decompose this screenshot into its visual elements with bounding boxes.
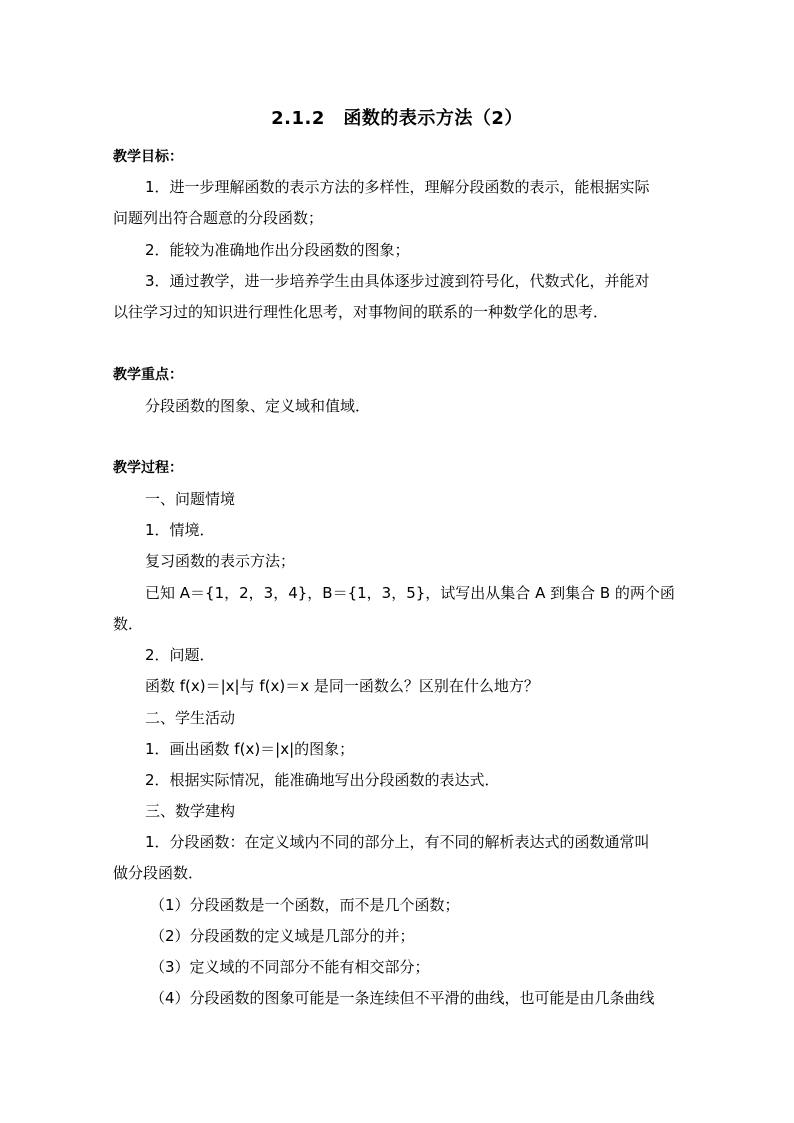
goal-item-3-line-2: 以往学习过的知识进行理性化思考，对事物间的联系的一种数学化的思考． xyxy=(113,303,609,321)
section-1-heading: 一、问题情境 xyxy=(145,490,236,508)
goal-item-2: 2．能较为准确地作出分段函数的图象； xyxy=(145,241,410,259)
section-3-heading: 三、数学建构 xyxy=(145,802,236,820)
goal-item-1-line-2: 问题列出符合题意的分段函数； xyxy=(113,209,324,227)
section-1-review: 复习函数的表示方法； xyxy=(145,552,296,570)
focus-heading: 教学重点： xyxy=(113,367,183,383)
section-2-item-1: 1．画出函数 f(x)＝|x|的图象； xyxy=(145,740,355,758)
section-1-question: 函数 f(x)＝|x|与 f(x)＝x 是同一函数么？区别在什么地方？ xyxy=(145,677,539,695)
process-heading: 教学过程： xyxy=(113,460,183,476)
goal-item-3-line-1: 3．通过教学，进一步培养学生由具体逐步过渡到符号化，代数式化，并能对 xyxy=(145,272,650,290)
property-2: （2）分段函数的定义域是几部分的并； xyxy=(150,927,415,945)
property-3: （3）定义域的不同部分不能有相交部分； xyxy=(150,958,430,976)
section-1-item-2: 2．问题． xyxy=(145,646,215,664)
section-1-item-1: 1．情境． xyxy=(145,521,215,539)
goal-item-1-line-1: 1．进一步理解函数的表示方法的多样性，理解分段函数的表示，能根据实际 xyxy=(145,178,650,196)
focus-text: 分段函数的图象、定义域和值域． xyxy=(145,397,371,415)
page-title: 2.1.2 函数的表示方法（2） xyxy=(271,108,523,129)
section-2-item-2: 2．根据实际情况，能准确地写出分段函数的表达式． xyxy=(145,771,500,789)
section-3-item-1-line-2: 做分段函数． xyxy=(113,864,204,882)
section-1-known-line-1: 已知 A＝{1，2，3，4}，B＝{1，3，5}，试写出从集合 A 到集合 B 的两个函 xyxy=(145,584,675,602)
property-1: （1）分段函数是一个函数，而不是几个函数； xyxy=(150,896,460,914)
section-1-known-line-2: 数． xyxy=(113,615,144,633)
property-4: （4）分段函数的图象可能是一条连续但不平滑的曲线，也可能是由几条曲线 xyxy=(150,989,655,1007)
section-3-item-1-line-1: 1．分段函数：在定义域内不同的部分上，有不同的解析表达式的函数通常叫 xyxy=(145,833,650,851)
section-2-heading: 二、学生活动 xyxy=(145,709,236,727)
goals-heading: 教学目标： xyxy=(113,149,183,165)
